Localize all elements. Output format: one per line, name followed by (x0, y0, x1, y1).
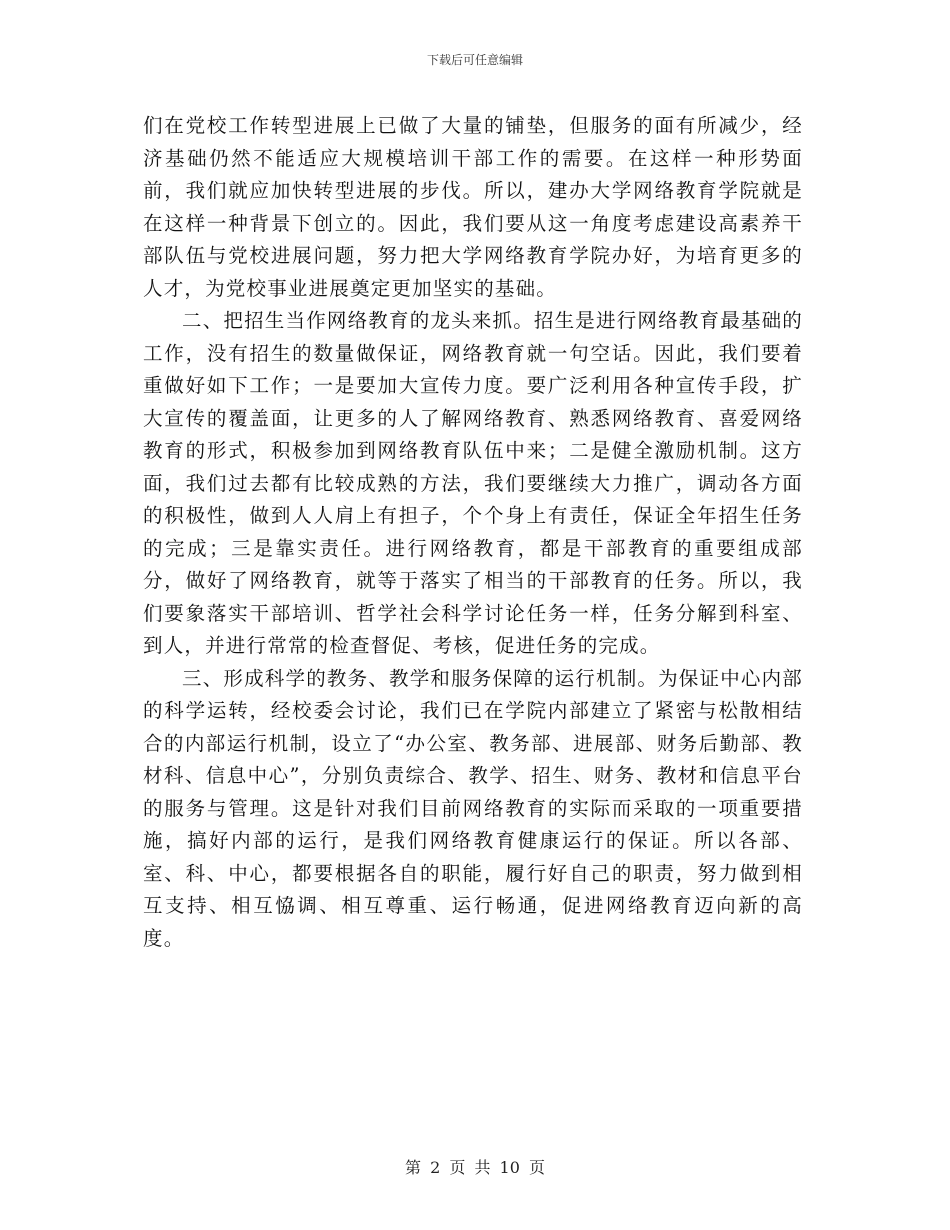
page-number: 第 2 页 共 10 页 (405, 1158, 545, 1177)
page-header-note: 下载后可任意编辑 (426, 53, 523, 67)
document-body (143, 110, 803, 955)
paragraph-operation-mechanism: 三、形成科学的教务、教学和服务保障的运行机制。为保证中心内部的科学运转，经校委会讨论，我们已在学院内部建立了紧密与松散相结合的内部运行机制，设立了“办公室、教务部、进展部、财务后勤部、教材科、信息中心”，分别负责综合、教学、招生、财务、教材和信息平台的服务与管理。这是针对我们目前网络教育的实际而采取的一项重要措施，搞好内部的运行，是我们网络教育健康运行的保证。所以各部、室、科、中心，都要根据各自的职能，履行好自己的职责，努力做到相互支持、相互恊调、相互尊重、运行畅通，促进网络教育迈向新的高度。 (143, 666, 804, 950)
paragraph-continued: 们在党校工作转型进展上已做了大量的铺垫，但服务的面有所减少，经济基础仍然不能适应大规模培训干部工作的需要。在这样一种形势面前，我们就应加快转型进展的步伐。所以，建办大学网络教育学院就是在这样一种背景下创立的。因此，我们要从这一角度考虑建设高素养干部队伍与党校进展问题，努力把大学网络教育学院办好，为培育更多的人才，为党校事业进展奠定更加坚实的基础。 (143, 114, 803, 300)
paragraph-enrollment: 二、把招生当作网络教育的龙头来抓。招生是进行网络教育最基础的工作，没有招生的数量做保证，网络教育就一句空话。因此，我们要着重做好如下工作；一是要加大宣传力度。要广泛利用各种宣传手段，扩大宣传的覆盖面，让更多的人了解网络教育、熟悉网络教育、喜爱网络教育的形式，积极参加到网络教育队伍中来；二是健全激励机制。这方面，我们过去都有比较成熟的方法，我们要继续大力推广，调动各方面的积极性，做到人人肩上有担子，个个身上有责任，保证全年招生任务的完成；三是靠实责任。进行网络教育，都是干部教育的重要组成部分，做好了网络教育，就等于落实了相当的干部教育的任务。所以，我们要象落实干部培训、哲学社会科学讨论任务一样，任务分解到科室、到人，并进行常常的检查督促、考核，促进任务的完成。 (143, 309, 804, 657)
